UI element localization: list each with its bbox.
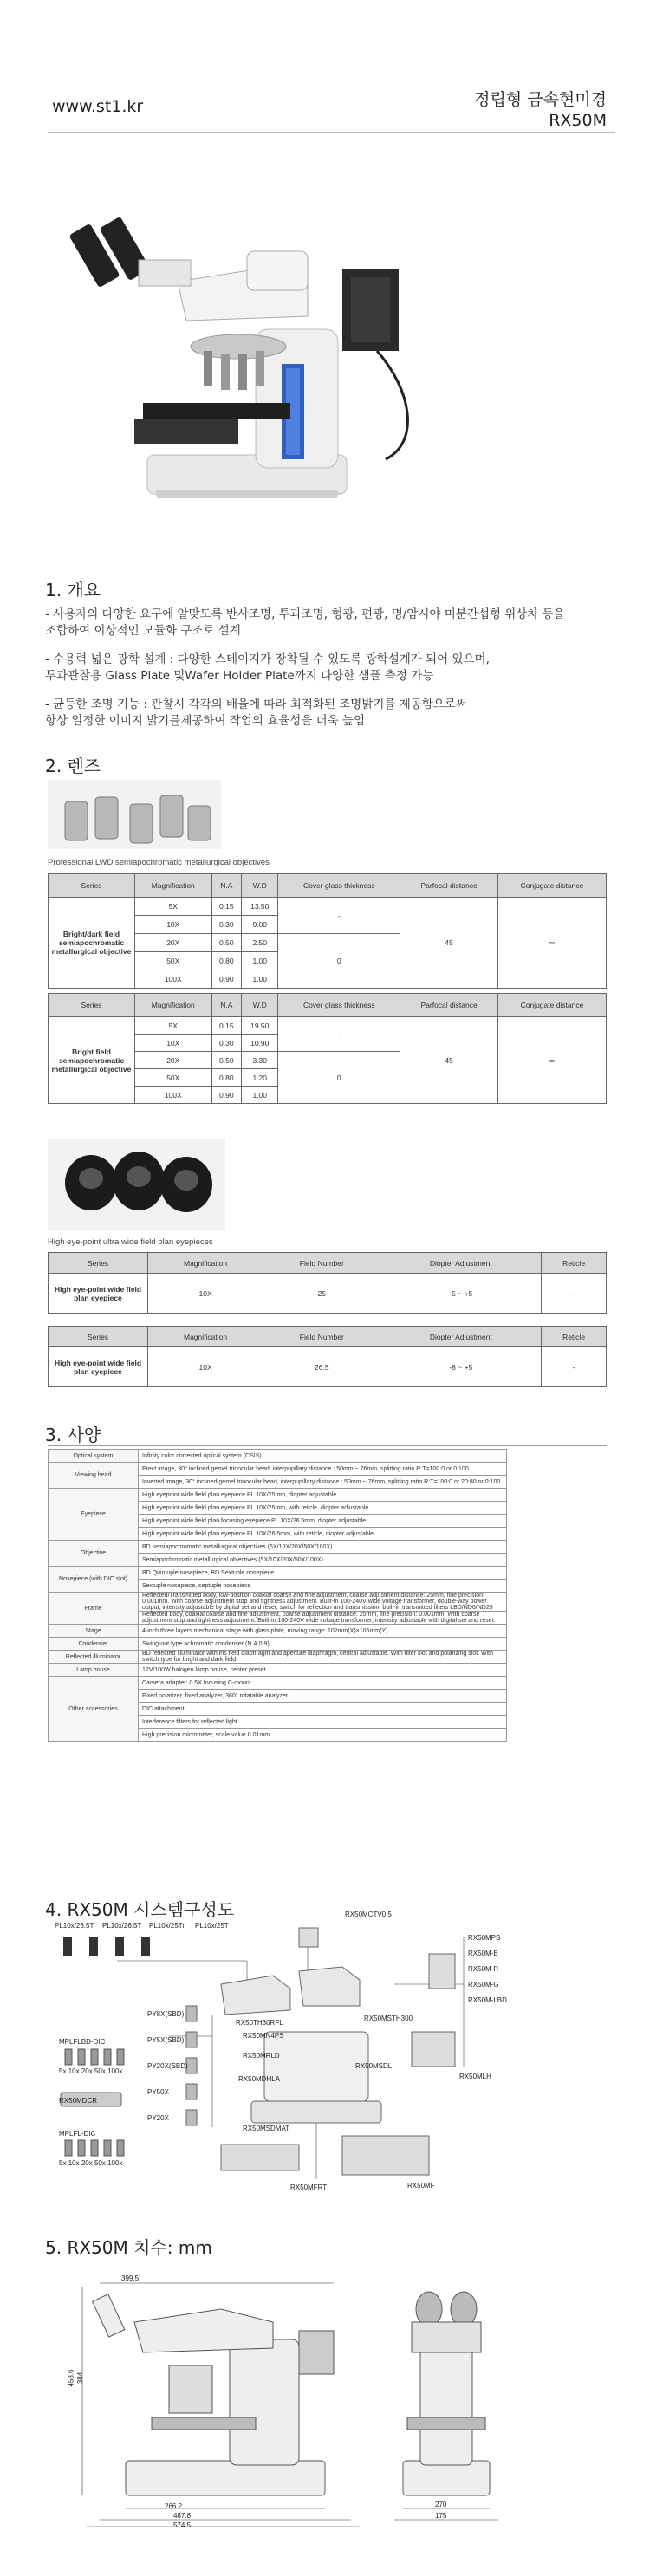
sys-low-1: RX50MDCR (59, 2097, 98, 2105)
col-field-number: Field Number (263, 1327, 380, 1347)
spec-value: High eyepoint wide field plan eyepiece PL 10X/25mm, diopter adjustable (139, 1489, 507, 1502)
dimension-drawing (48, 2270, 568, 2530)
table-cell: 20X (135, 934, 212, 952)
sys-right-1: RX50MPS (468, 1934, 501, 1942)
microscope-product-image (48, 199, 446, 520)
table-cell: 1.20 (242, 1069, 278, 1087)
spec-row (49, 1638, 507, 1651)
table-cell: - (278, 898, 400, 934)
sys-right-4: RX50M-G (468, 1981, 499, 1989)
spec-row (49, 1450, 507, 1463)
site-url: www.st1.kr (52, 97, 144, 116)
spec-value: Interference filters for reflected light (139, 1716, 507, 1729)
table-cell: 19.50 (242, 1017, 278, 1035)
table-cell: 0.80 (211, 952, 242, 970)
col-series: Series (49, 994, 135, 1017)
table-cell: - (278, 1017, 400, 1052)
spec-value: Fixed polarizer, fixed analyzer, 360° rotatable analyzer (139, 1690, 507, 1703)
sys-mid-2: RX50MRLD (243, 2052, 280, 2060)
sys-obj-5: PY20X (147, 2114, 169, 2122)
objectives-image (48, 780, 221, 849)
sys-mid-3: RX50MSDLI (355, 2062, 394, 2070)
table-cell: - (542, 1347, 607, 1387)
spec-value: Reflected body, coaxial coarse and fine adjustment, coarse adjustment distance: 25mm, fine precision: 0.001mm. With coarse adjustment stop and tightness adjustment. Built-in 100-240V wide voltage transformer, intensity adjustable with digital set and reset. (139, 1612, 507, 1625)
table-cell: ∞ (497, 1017, 606, 1104)
title-korean: 정립형 금속현미경 (474, 90, 607, 109)
table-cell: 0.15 (211, 898, 242, 916)
title-model: RX50M (549, 111, 607, 130)
spec-key: Frame (49, 1593, 139, 1625)
spec-key: Viewing head (49, 1463, 139, 1489)
sys-right-2: RX50M-B (468, 1950, 498, 1957)
spec-row (49, 1463, 507, 1476)
eyepieces-table-2 (48, 1326, 607, 1387)
spec-value: BD reflected illuminator with iris field diaphragm and aperture diaphragm, central adjustable. With filter slot and polarizing slot. With switch type for bright and dark field. (139, 1651, 507, 1664)
spec-row (49, 1625, 507, 1638)
system-diagram (48, 1919, 568, 2205)
table-cell: 0.30 (211, 1035, 242, 1052)
table-cell: 2.50 (242, 934, 278, 952)
col-conjugate: Conjugate distance (497, 994, 606, 1017)
table-cell: 0.15 (211, 1017, 242, 1035)
table-cell: 20X (135, 1052, 212, 1069)
spec-key: Objective (49, 1541, 139, 1567)
table-cell: 100X (135, 1087, 212, 1104)
section-system-title: 4. RX50M 시스템구성도 (45, 1899, 235, 1920)
col-magnification: Magnification (148, 1253, 263, 1274)
table-cell: 1.00 (242, 1087, 278, 1104)
spec-value: Erect image, 30° inclined gemel trinocular head, interpupillary distance : 50mm ~ 76mm, splitting ratio R:T=100:0 or 0:100 (139, 1463, 507, 1476)
sys-eyepiece-4: PL10x/25T (195, 1922, 229, 1930)
col-parfocal: Parfocal distance (400, 874, 498, 898)
sys-mags-2: 5x 10x 20x 50x 100x (59, 2159, 123, 2167)
spec-row (49, 1567, 507, 1580)
spec-value: Swing-out type achromatic condenser (N.A 0.9) (139, 1638, 507, 1651)
col-reticle: Reticle (542, 1327, 607, 1347)
col-series: Series (49, 874, 135, 898)
table-cell: 10X (135, 1035, 212, 1052)
col-diopter: Diopter Adjustment (380, 1253, 542, 1274)
col-conjugate: Conjugate distance (497, 874, 606, 898)
table-cell: 45 (400, 898, 498, 989)
overview-point-3: - 균등한 조명 기능 : 관찰시 각각의 배율에 따라 최적화된 조명밝기를 제공함으로써 항상 일정한 이미지 밝기를제공하여 작업의 효율성을 더욱 높임 (45, 698, 467, 728)
sys-mid-5: RX50MLH (459, 2073, 491, 2080)
sys-low-4: RX50MF (407, 2182, 435, 2190)
sys-right-3: RX50M-R (468, 1965, 499, 1973)
section-dimensions-title: 5. RX50M 치수: mm (45, 2237, 212, 2258)
eyepieces-image (48, 1139, 225, 1230)
spec-value: Inverted image, 30° inclined gemel trinocular head, interpupillary distance : 50mm ~ 76mm, splitting ratio R:T=100:0 or 20:80 or 0:100 (139, 1476, 507, 1489)
spec-value: Camera adapter: 0.5X focusing C-mount (139, 1677, 507, 1690)
sys-mags-1: 5x 10x 20x 50x 100x (59, 2067, 123, 2075)
spec-key: Eyepiece (49, 1489, 139, 1541)
dim-w1: 487.8 (173, 2512, 192, 2520)
table-cell: 5X (135, 898, 212, 916)
spec-row (49, 1541, 507, 1554)
table-cell: - (542, 1274, 607, 1314)
col-na: N.A (211, 874, 242, 898)
sys-mid-4: RX50MDHLA (238, 2075, 281, 2083)
table-cell: 3.30 (242, 1052, 278, 1069)
table-cell: 0 (278, 934, 400, 989)
section-lens-title: 2. 렌즈 (45, 756, 101, 776)
table-cell: 13.50 (242, 898, 278, 916)
dim-h1: 458.6 (67, 2369, 75, 2387)
eyepieces-table-1 (48, 1252, 607, 1314)
table-cell: 0.50 (211, 1052, 242, 1069)
table-cell: 50X (135, 952, 212, 970)
table-cell: 25 (263, 1274, 380, 1314)
col-wd: W.D (242, 874, 278, 898)
sys-head-2: RX50MSTH300 (364, 2015, 413, 2022)
sys-right-5: RX50M-LBD (468, 1996, 507, 2004)
sys-ctv: RX50MCTV0.5 (345, 1911, 392, 1918)
table-cell: 10.90 (242, 1035, 278, 1052)
dim-h2: 384 (76, 2372, 85, 2385)
series-cell: Bright field semiapochromatic metallurgical objective (49, 1017, 135, 1104)
dim-d2: 175 (435, 2512, 447, 2520)
table-cell: 0.30 (211, 916, 242, 934)
col-magnification: Magnification (148, 1327, 263, 1347)
spec-divider (48, 1445, 607, 1446)
sys-objgroup-1: MPLFLBD-DIC (59, 2038, 106, 2046)
spec-value: Semiapochromatic metallurgical objectives (5X/10X/20X/50X/100X) (139, 1554, 507, 1567)
spec-row (49, 1664, 507, 1677)
series-cell: Bright/dark field semiapochromatic metallurgical objective (49, 898, 135, 989)
col-series: Series (49, 1327, 148, 1347)
table-cell: -8 ~ +5 (380, 1347, 542, 1387)
spec-key: Nosepiece (with DIC slot) (49, 1567, 139, 1593)
sys-obj-3: PY20X(SBD) (147, 2062, 188, 2070)
spec-value: Infinity color corrected optical system (CSIS) (139, 1450, 507, 1463)
spec-table (48, 1449, 507, 1742)
spec-value: High eyepoint wide field plan focusing eyepiece PL 10X/26.5mm, diopter adjustable (139, 1515, 507, 1528)
table-cell: 0.80 (211, 1069, 242, 1087)
spec-value: Sextuple nosepiece, septuple nosepiece (139, 1580, 507, 1593)
col-parfocal: Parfocal distance (400, 994, 498, 1017)
col-na: N.A (211, 994, 242, 1017)
sys-mid-1: RX50MN4PS (243, 2032, 284, 2040)
table-cell: 0 (278, 1052, 400, 1104)
table-cell: 26.5 (263, 1347, 380, 1387)
spec-value: High eyepoint wide field plan eyepiece PL 10X/26.5mm, with reticle, diopter adjustable (139, 1528, 507, 1541)
col-wd: W.D (242, 994, 278, 1017)
spec-row (49, 1593, 507, 1612)
spec-value: High eyepoint wide field plan eyepiece PL 10X/25mm, with reticle, diopter adjustable (139, 1502, 507, 1515)
sys-head-1: RX50TH30RFL (236, 2019, 283, 2027)
col-reticle: Reticle (542, 1253, 607, 1274)
sys-eyepiece-1: PL10x/26.5T (55, 1922, 94, 1930)
sys-objgroup-2: MPLFL-DIC (59, 2130, 96, 2138)
spec-key: Condenser (49, 1638, 139, 1651)
spec-value: High precision micrometer, scale value 0.01mm (139, 1729, 507, 1742)
spec-value: 4-inch three layers mechanical stage with glass plate, moving range: 102mm(X)×105mm(Y) (139, 1625, 507, 1638)
overview-point-1: - 사용자의 다양한 요구에 알맞도록 반사조명, 투과조명, 형광, 편광, 명/암시야 미분간섭형 위상차 등을 조합하여 이상적인 모듈화 구조로 설계 (45, 607, 565, 638)
section-spec-title: 3. 사양 (45, 1424, 101, 1445)
spec-value: Reflected/Transmitted body, low-position coaxial coarse and fine adjustment, coarse adjustment distance: 25mm, fine precision: 0.001mm. With coarse adjustment stop and tightness adjustment. Built-in 100-240V wide voltage transformer, double-way power output, intensity adjustable by digital set and reset; switch for reflection and transmission; built-in transmitted filters LBD/ND6/ND25 (139, 1593, 507, 1612)
series-cell: High eye-point wide field plan eyepiece (49, 1274, 148, 1314)
spec-value: DIC attachment (139, 1703, 507, 1716)
col-magnification: Magnification (135, 874, 212, 898)
col-cover: Cover glass thickness (278, 994, 400, 1017)
dim-d1: 270 (435, 2501, 447, 2508)
spec-key: Stage (49, 1625, 139, 1638)
table-cell: 1.00 (242, 952, 278, 970)
spec-row (49, 1651, 507, 1664)
table-cell: 100X (135, 970, 212, 989)
table-cell: 0.90 (211, 1087, 242, 1104)
sys-obj-2: PY5X(SBD) (147, 2036, 185, 2044)
spec-value: BD Quintuple nosepiece, BD Sextuple nosepiece (139, 1567, 507, 1580)
spec-key: Reflected illuminator (49, 1651, 139, 1664)
col-cover: Cover glass thickness (278, 874, 400, 898)
spec-row (49, 1489, 507, 1502)
overview-point-2: - 수용력 넓은 광학 설계 : 다양한 스테이지가 장착될 수 있도록 광학설계가 되어 있으며, 투과관찰용 Glass Plate 및Wafer Holder Plate까지 다양한 샘플 측정 가능 (45, 652, 490, 683)
spec-value: 12V/100W halogen lamp house, center preset (139, 1664, 507, 1677)
table-cell: 0.90 (211, 970, 242, 989)
table-cell: 10X (135, 916, 212, 934)
table-cell: 1.00 (242, 970, 278, 989)
dim-w3: 266.2 (165, 2502, 183, 2510)
page-title (474, 89, 607, 131)
series-cell: High eye-point wide field plan eyepiece (49, 1347, 148, 1387)
table-cell: 10X (148, 1274, 263, 1314)
table-cell: 9.00 (242, 916, 278, 934)
sys-low-3: RX50MFRT (290, 2183, 328, 2191)
sys-obj-4: PY50X (147, 2088, 169, 2096)
sys-eyepiece-3: PL10x/25Tr (149, 1922, 185, 1930)
section-overview-title: 1. 개요 (45, 580, 101, 600)
table-cell: ∞ (497, 898, 606, 989)
table-cell: 0.50 (211, 934, 242, 952)
sys-obj-1: PY8X(SBD) (147, 2010, 185, 2018)
col-magnification: Magnification (135, 994, 212, 1017)
header-divider (48, 132, 615, 133)
table-cell: -5 ~ +5 (380, 1274, 542, 1314)
objectives-caption: Professional LWD semiapochromatic metallurgical objectives (48, 858, 270, 867)
col-diopter: Diopter Adjustment (380, 1327, 542, 1347)
spec-key: Optical system (49, 1450, 139, 1463)
table-cell: 5X (135, 1017, 212, 1035)
objectives-table-2 (48, 993, 607, 1104)
spec-key: Other accessories (49, 1677, 139, 1742)
spec-value: BD semiapochromatic metallurgical objectives (5X/10X/20X/50X/100X) (139, 1541, 507, 1554)
col-field-number: Field Number (263, 1253, 380, 1274)
table-cell: 10X (148, 1347, 263, 1387)
table-cell: 50X (135, 1069, 212, 1087)
eyepieces-caption: High eye-point ultra wide field plan eyepieces (48, 1237, 213, 1247)
sys-low-2: RX50MSDMAT (243, 2125, 290, 2132)
sys-eyepiece-2: PL10x/26.5T (102, 1922, 142, 1930)
objectives-table-1 (48, 873, 607, 989)
dim-w2: 574.5 (173, 2521, 192, 2529)
spec-key: Lamp house (49, 1664, 139, 1677)
spec-row (49, 1677, 507, 1690)
table-cell: 45 (400, 1017, 498, 1104)
col-series: Series (49, 1253, 148, 1274)
dim-top: 399.5 (121, 2274, 140, 2282)
